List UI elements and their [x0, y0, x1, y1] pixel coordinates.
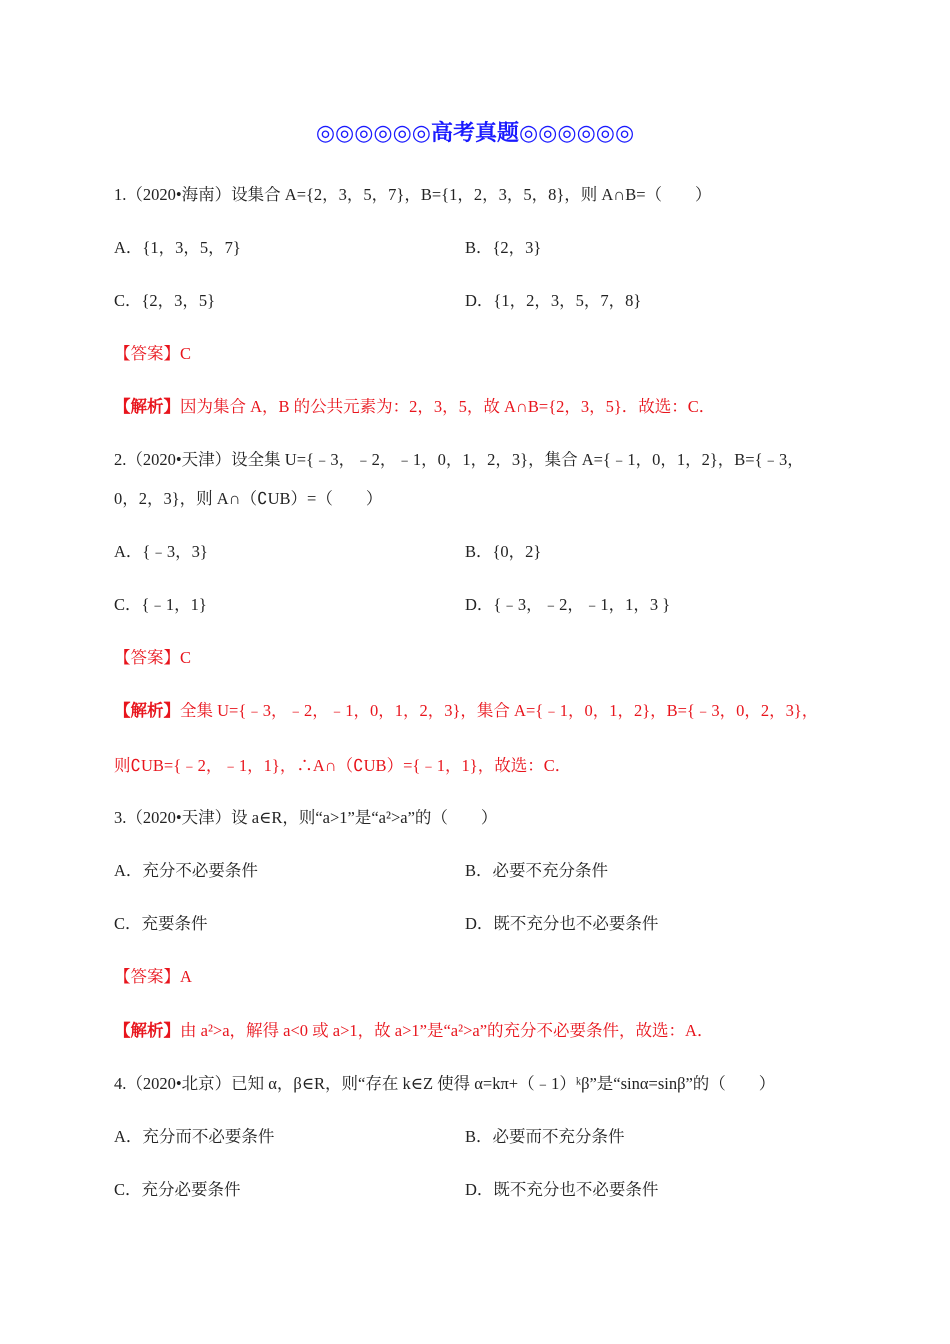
analysis-text: 由 a²>a，解得 a<0 或 a>1，故 a>1”是“a²>a”的充分不必要条件，故选：A．: [180, 1021, 714, 1040]
answer-tag: 【答案】: [114, 344, 180, 363]
question-3-stem: 3.（2020•天津）设 a∈R，则“a>1”是“a²>a”的（ ）: [114, 808, 498, 827]
answer-value: C: [180, 648, 192, 667]
question-1-answer: [114, 343, 854, 365]
question-3-option-d: D．既不充分也不必要条件: [465, 914, 659, 933]
question-2-stem-line-1: 2.（2020•天津）设全集 U={﹣3，﹣2，﹣1，0，1，2，3}，集合 A={﹣1，0，1，2}，B={﹣3，: [114, 450, 804, 469]
question-2-analysis-line-2: 则∁UB={﹣2，﹣1，1}，∴A∩（∁UB）={﹣1，1}，故选：C．: [114, 756, 572, 775]
question-1-analysis: [114, 396, 854, 418]
question-1-option-c: C．{2，3，5}: [114, 291, 216, 310]
question-3-option-c: C．充要条件: [114, 914, 208, 933]
question-1-option-d: D．{1，2，3，5，7，8}: [465, 291, 642, 310]
question-3-option-b: B．必要不充分条件: [465, 861, 609, 880]
answer-value: C: [180, 344, 192, 363]
question-3-analysis: [114, 1020, 854, 1042]
question-4-option-c: C．充分必要条件: [114, 1180, 241, 1199]
question-2-option-d: D．{﹣3，﹣2，﹣1，1，3 }: [465, 595, 671, 614]
question-4-stem: 4.（2020•北京）已知 α，β∈R，则“存在 k∈Z 使得 α=kπ+（﹣1）ᵏβ”是“sinα=sinβ”的（ ）: [114, 1074, 776, 1093]
question-4-option-d: D．既不充分也不必要条件: [465, 1180, 659, 1199]
answer-value: A: [180, 967, 192, 986]
question-3-option-a: A．充分不必要条件: [114, 861, 258, 880]
analysis-tag: 【解析】: [114, 701, 180, 720]
page-title: ◎◎◎◎◎◎高考真题◎◎◎◎◎◎: [315, 121, 635, 146]
question-1-option-a: A．{1，3，5，7}: [114, 238, 241, 257]
question-2-analysis-line-1: [114, 700, 854, 722]
analysis-text: 全集 U={﹣3，﹣2，﹣1，0，1，2，3}，集合 A={﹣1，0，1，2}，B={﹣3，0，2，3}，: [180, 701, 819, 720]
question-2-answer: [114, 647, 854, 669]
question-1-option-b: B．{2，3}: [465, 238, 542, 257]
answer-tag: 【答案】: [114, 967, 180, 986]
question-4-option-a: A．充分而不必要条件: [114, 1127, 275, 1146]
question-2-option-a: A．{﹣3，3}: [114, 542, 208, 561]
question-2-option-b: B．{0，2}: [465, 542, 542, 561]
question-3-answer: [114, 966, 854, 988]
analysis-text: 因为集合 A，B 的公共元素为：2，3，5，故 A∩B={2，3，5}．故选：C．: [180, 397, 716, 416]
analysis-tag: 【解析】: [114, 1021, 180, 1040]
analysis-tag: 【解析】: [114, 397, 180, 416]
answer-tag: 【答案】: [114, 648, 180, 667]
question-4-option-b: B．必要而不充分条件: [465, 1127, 625, 1146]
question-2-option-c: C．{﹣1，1}: [114, 595, 207, 614]
question-2-stem-line-2: 0，2，3}，则 A∩（∁UB）=（ ）: [114, 489, 383, 508]
question-1-stem: 1.（2020•海南）设集合 A={2，3，5，7}，B={1，2，3，5，8}，则 A∩B=（ ）: [114, 185, 712, 204]
